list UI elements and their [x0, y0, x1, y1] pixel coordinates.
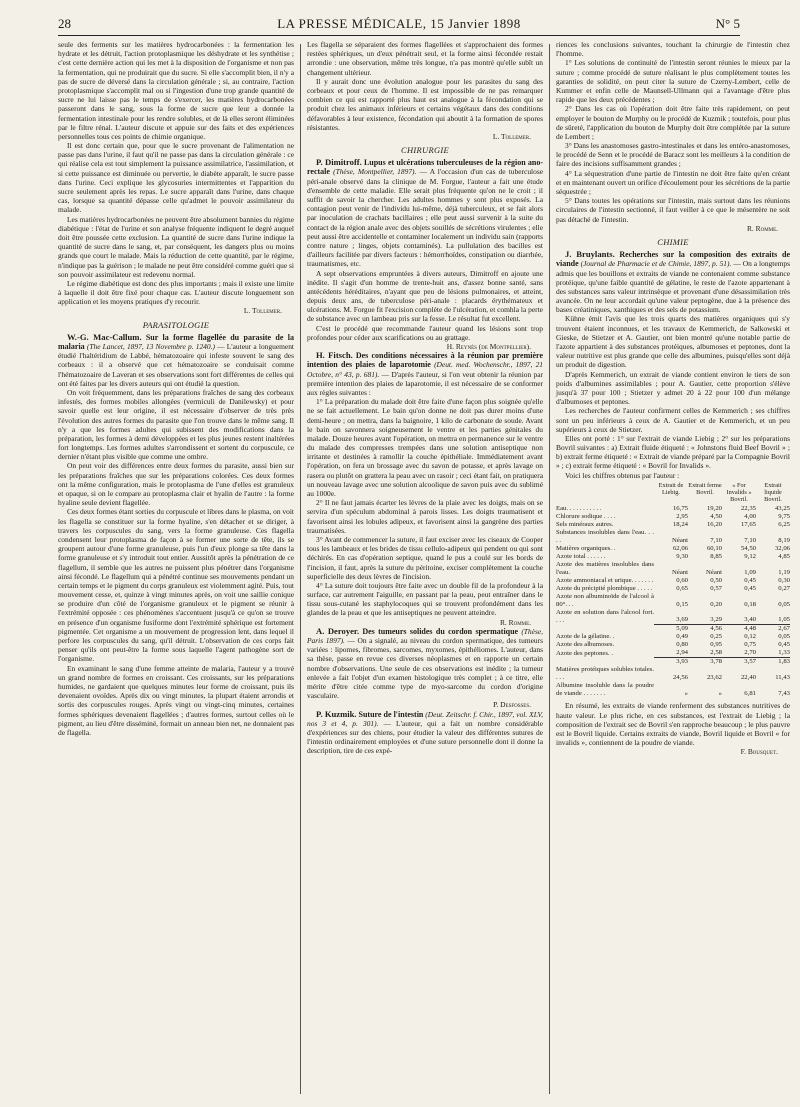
paragraph: On voit fréquemment, dans les préparations fraîches de sang des corbeaux infestés, des formes mobiles allongées (vermiculi de Danilewsky) et pour savoir quelle est leur origine, il est nécessaire d'observer de très près l'évolution des autres formes du parasite que l'on trouve dans le même sang. Il n'y a que les formes adultes qui subissent des modifications dans la préparation, les formes à demi développées et les plus jeunes restent inaltérées fort longtemps. Les formes adultes s'arrondissent et sortent du corpuscule, ce dernier n'étant plus visible que comme une ombre.	[58, 387, 294, 462]
table-cell: 0,80	[676, 641, 688, 649]
article-intro	[307, 351, 543, 397]
table-corner	[556, 482, 654, 505]
table-cell: 17,65	[740, 520, 756, 528]
subtotal-row	[556, 625, 790, 634]
table-cell: 18,24	[672, 520, 688, 528]
table-cell: 11,43	[775, 674, 790, 682]
article-title: Suture de l'intestin	[358, 709, 424, 719]
row-label: Substances insolubles dans l'eau. . . . .	[556, 528, 654, 544]
table-cell: 1,09	[744, 568, 756, 576]
table-cell: 7,10	[744, 536, 756, 544]
row-label: Eau. . . . . . . . . . .	[556, 504, 602, 512]
table-cell: 62,06	[672, 544, 688, 552]
table-cell: 3,69	[676, 616, 688, 624]
table-header-cell: « For Invalids » Bovril.	[726, 481, 752, 503]
paragraph: Voici les chiffres obtenus par l'auteur :	[565, 470, 680, 480]
row-label: Matières organiques. .	[556, 544, 616, 552]
article-author: H. Fitsch.	[316, 350, 353, 361]
paragraph: Elles ont porté : 1° sur l'extrait de viande Liebig ; 2° sur les préparations Bovril suivantes : a) Extrait fluide étiqueté : « Johnstons fluid Beef Bovril » ; b) extrait ferme étiqueté : « Extrait de viande préparé par la Compagnie Bovril » ; c) extrait ferme étiqueté : « Bovril for Invalids ».	[556, 433, 790, 471]
table-row	[556, 609, 790, 625]
paragraph: En examinant le sang d'une femme atteinte de malaria, l'auteur y a trouvé un grand nombre de formes en croissant. Ces croissants, sur les préparations humides, ne gardaient que quelques minutes leur forme de croissant, puis ils devenaient ovoïdes. Après dix ou vingt minutes, la plupart étaient arrondis et sortis des corpuscules rouges. Après vingt ou vingt-cinq minutes, certaines formes sphériques devenaient flagellées ; d'autres formes, surtout celles où le pigment, au lieu d'être disséminé, formait un anneau bien net, ne donnaient pas de flagella.	[58, 663, 294, 737]
paragraph: Les flagella se séparaient des formes flagellées et s'approchaient des formes restées sphériques, un d'eux pénétrait seul, et la forme ainsi fécondée restait arrondie : une observation, même très longue, n'a pas montré qu'elle subît un changement ultérieur.	[307, 40, 543, 77]
article-title: Sur la forme flagellée du parasite de la malaria	[58, 332, 294, 351]
paragraph: A sept observations empruntées à divers auteurs, Dimitroff en ajoute une inédite. Il s'agit d'un homme de trente-huit ans, d'assez bonne santé, sans antécédents héréditaires, n'ayant que peu de lésions pulmonaires, et atteint, depuis deux ans, de tuberculose péri-anale : placards érythémateux et ulcérations. M. Forgue fit l'excision complète de l'ulcération, et comhla la perte de substance avec un lambeau pris sur la fesse. Le résultat fut excellent.	[307, 268, 543, 324]
article-author: W.-G. Mac-Callum.	[67, 331, 142, 342]
table-cell: 1,33	[778, 649, 790, 657]
conclusion-item: 4° La séquestration d'une partie de l'intestin ne doit être faite qu'en créant et en maintenant ouvert un orifice d'écoulement pour les sécrétions de la partie séquestrée ;	[556, 168, 790, 196]
row-label: Azote en solution dans l'alcool fort. . . .	[556, 608, 654, 624]
article-reference: (Deut. Zeitschr. f. Chir., 1897, vol. XLV, nos 3 et 4, p. 301).	[307, 709, 544, 728]
table-cell: 22,40	[740, 674, 756, 682]
table-row	[556, 529, 790, 545]
table-cell: 0,60	[676, 576, 688, 584]
table-cell: 3,40	[744, 616, 756, 624]
table-row	[556, 585, 790, 593]
table-row	[556, 666, 790, 682]
paragraph: Il y aurait donc une évolution analogue pour les parasites du sang des corbeaux et pour ceux de l'homme. Il est impossible de ne pas remarquer combien ce qui est rapporté plus haut est analogue à la fécondation qui se produit chez les animaux inférieurs et certains végétaux dans des conditions défavorables à leur existence, fécondation qui aboutit à la formation de spores résistantes.	[307, 76, 543, 132]
section-heading: PARASITOLOGIE	[142, 319, 210, 330]
page-header	[58, 14, 740, 36]
table-cell: 0,15	[676, 600, 688, 608]
conclusion-item: 5° Dans toutes les opérations sur l'intestin, mais surtout dans les réunions circulaires de l'intestin sectionné, il faut veiller à ce que le mésentère ne soit pas détaché de l'intestin.	[556, 196, 790, 224]
paragraph: riences les conclusions suivantes, touchant la chirurgie de l'intestin chez l'homme.	[556, 40, 790, 59]
row-label: Matières protéiques solubles totales. . . .	[556, 666, 654, 682]
conclusion-item: 3° Dans les anastomoses gastro-intestinales et dans les entéro-anastomoses, le procédé de Senn et le procédé de Baracz sont les meilleurs à la condition de faire des incisions suffisamment grandes ;	[556, 141, 790, 169]
article-author: A. Deroyer.	[316, 625, 360, 636]
table-row	[556, 577, 790, 585]
table-cell: 0,75	[744, 641, 756, 649]
row-label: Azote des matières insolubles dans l'eau.	[556, 560, 654, 576]
rule-item: 1° La préparation du malade doit être faite d'une façon plus soignée qu'elle ne se fait actuellement. Le bain qu'on donne ne doit pas durer moins d'une demi-heure ; on mettra, dans la baignoire, 1 kilo de carbonate de soude. Avant le bain on savonnera soigneusement le ventre et les parties génitales du malade. Douze heures avant l'opération, on mettra en permanence sur le ventre du malade des compresses trempées dans une solution antiseptique non irritante et destinées à ramollir la couche épithéliale. Immédiatement avant l'opération, on fera un brossage avec du savon de potasse, et après lavage on rasera ou plutôt on grattera la peau avec un rasoir ; ceci étant fait, on pratiquera un nouveau lavage avec une solution alcoolique de savon puis avec du sublimé au 1000e.	[307, 397, 543, 498]
table-row	[556, 633, 790, 641]
table-cell: 2,95	[676, 512, 688, 520]
table-row	[556, 553, 790, 561]
table-row	[556, 593, 790, 609]
article-intro	[307, 710, 543, 756]
article-text: — L'auteur a longuement étudié l'haltéridium de Labbé, hématozoaire qui infeste souvent le sang des corbeaux : il a observé que cet hématozoaire se conduisait comme l'hématozoaire de Laveran et ses observations sont fort différentes de celles qui ont été faites par les divers auteurs qui ont étudié la question.	[58, 342, 294, 388]
table-row	[556, 545, 790, 553]
paragraph: Les matières hydrocarbonées ne peuvent être absolument bannies du régime diabétique : l'état de l'urine et son analyse fréquente indiquent le degré auquel doit être poussée cette exclusion. La quantité de sucre dans l'urine indique la quantité de sucre dans le sang, et, par conséquent, les dangers plus ou moins grands que court le malade. Mais la réduction de cette quantité, par le régime, n'indique pas la guérison ; le malade ne peut être considéré comme guéri que si son pouvoir assimilateur est redevenu normal.	[58, 214, 294, 279]
subtotal-cell: 1,83	[756, 658, 790, 667]
row-label: Azote du précipité plombique . . . . .	[556, 584, 653, 592]
table-cell: 0,50	[710, 576, 722, 584]
article-text: — A l'occasion d'un cas de tuberculose péri-anale observé dans la clinique de M. Forgue, l'auteur a fait une étude d'ensemble de cette maladie. Elle serait plus fréquente qu'on ne le croit ; il suffit de savoir la chercher. Les adultes hommes y sont plus exposés. La contagion peut venir de l'individu lui-même, déjà tuberculeux, et se fait alors par inoculation de crachats bacillaires ; elle peut aussi survenir à la suite du contact de la région anale avec des objets souillés de sécrétions virulentes ; elle peut aussi être accidentelle et contaminer localement un individu sain (rapports contre nature ; linges, objets contaminés). La pullulation des bacilles est d'ailleurs facilitée par divers facteurs : hémorrhoïdes, constipation ou diarrhée, traumatismes, etc.	[307, 167, 544, 269]
table-row	[556, 513, 790, 521]
paragraph: D'après Kemmerich, un extrait de viande contient environ le tiers de son poids d'albumines assimilables ; pour A. Gautier, cette proportion s'élève jusqu'à 37 pour 100 ; Stietzer y admet 20 à 22 pour 100 d'un mélange d'albumoses et peptones.	[556, 369, 790, 407]
table-cell: 60,10	[706, 544, 722, 552]
table-cell: 54,50	[740, 544, 756, 552]
table-cell: 1,05	[778, 616, 790, 624]
table-cell: 0,05	[778, 633, 790, 641]
table-cell: 7,43	[778, 690, 790, 698]
author-signature: R. Romme.	[499, 617, 531, 627]
row-label: Sels minéraux autres.	[556, 520, 614, 528]
table-cell: »	[718, 690, 722, 698]
table-cell: 9,12	[744, 552, 756, 560]
article-reference: (Thèse, Montpellier, 1897).	[333, 167, 417, 177]
author-signature: L. Tollemer.	[492, 131, 531, 141]
subtotal-cell: 4,56	[688, 625, 722, 634]
table-cell: 0,45	[744, 576, 756, 584]
table-header-cell: Extrait liquide Bovril.	[764, 481, 782, 503]
table-cell: 3,29	[710, 616, 722, 624]
author-signature: L. Tollemer.	[243, 306, 282, 316]
paragraph: Ces deux formes étant sorties du corpuscule et libres dans le plasma, on voit les flagella se constituer sur la forme hyaline, s'en détacher et se diriger, à travers les corpuscules du sang, vers la forme granuleuse. Ces flagella condensent leur protoplasma de façon à se former une sorte de tête, ils se groupent autour d'une forme granuleuse, puis l'un d'eux plonge sa tête dans la forme granuleuse et s'y introduit tout entier. Aussitôt après la pénétration de ce flagellum, il semble que les autres ne puissent plus pénétrer dans l'organisme ainsi fécondé. Le flagellum qui a pénétré continue ses mouvements pendant un certain temps et le pigment du corps granuleux est violemment agité. Puis, tout mouvement cesse, et, quinze à vingt minutes après, on voit une saillie conique se produire d'un côté de l'organisme granuleux et le pigment se réunir à l'extrémité opposée : ces phénomènes s'accentuent jusqu'à ce qu'on se trouve en présence d'un organisme fusiforme dont l'extrémité sphérique est fortement pigmentée. Cet organisme a un mouvement de progression lent, dans lequel il perfore les corpuscules du sang, qu'il détruit. L'observation de ces corps fait penser qu'ils ont peut-être la forme sous laquelle l'agent pathogène sort de l'organisme.	[58, 507, 294, 664]
table-cell: 0,12	[744, 633, 756, 641]
row-label: Azote ammoniacal et urique. . . . . . .	[556, 576, 654, 584]
article-title: Des tumeurs solides du cordon spermatique	[362, 626, 519, 636]
table-cell: Néant	[706, 568, 722, 576]
row-label: Azote de la gélatine. .	[556, 633, 615, 641]
article-title: Lupus et ulcérations tuberculeuses de la région ano-rectale	[307, 158, 544, 177]
row-label	[556, 625, 654, 634]
subtotal-cell: 3,93	[654, 658, 688, 667]
table-cell: 0,05	[778, 600, 790, 608]
table-cell: 0,18	[744, 600, 756, 608]
article-text: — On a signalé, au niveau du cordon spermatique, des tumeurs variées : lipomes, fibromes, sarcomes, myxomes, épithéliomes. L'auteur, dans sa thèse, passe en revue ces diverses néoplasmes et en rapporte un certain nombre d'observations. Une seule de ces observations est inédite ; la tumeur enlevée a fait l'objet d'un examen histologique très complet ; à ce titre, elle mérite d'être citée comme type de myo-sarcome du cordon d'origine vasculaire.	[307, 636, 543, 701]
table-cell: 9,75	[778, 512, 790, 520]
header-rule	[58, 35, 740, 36]
table-cell: 43,25	[774, 504, 790, 512]
table-cell: 2,94	[676, 649, 688, 657]
table-cell: 22,35	[740, 504, 756, 512]
subtotal-row	[556, 658, 790, 667]
table-cell: 0,45	[744, 584, 756, 592]
column-2	[307, 40, 543, 755]
row-label: Albumine insoluble dans la poudre de viande . . . . . . .	[556, 682, 654, 698]
table-row	[556, 641, 790, 649]
conclusion-item: 1° Les solutions de continuité de l'intestin seront réunies le mieux par la suture ; comme procédé de suture réalisant le plus complètement toutes les garanties de solidité, on peut citer la suture de Czerny-Lembert, celle de Kummer et enfin celle de Maunsell-Ullmann qui a l'avantage d'être plus rapide que les deux précédentes ;	[556, 58, 790, 105]
table-header-cell: Extrait de Liebig.	[658, 481, 684, 496]
table-row	[556, 561, 790, 577]
table-cell: 0,57	[710, 584, 722, 592]
table-body	[556, 505, 790, 699]
article-reference: (The Lancet, 1897, 13 Novembre p. 1240.)	[86, 342, 215, 351]
table-cell: 8,19	[778, 536, 790, 544]
column-1	[58, 40, 294, 737]
article-reference: (Thèse, Paris 1897).	[307, 626, 544, 645]
article-author: P. Dimitroff.	[316, 157, 362, 168]
analysis-table	[556, 482, 790, 699]
paragraph: Le régime diabétique est donc des plus importants ; mais il existe une limite à laquelle il doit être fixé pour chaque cas. L'auteur discute longuement son application et les moyens pratiques d'y recourir.	[58, 278, 294, 307]
row-label: Chlorure sodique . . . .	[556, 512, 616, 520]
article-reference: (Deut. med. Wochenschr., 1897, 21 Octobre, n° 43, p. 681).	[307, 360, 544, 379]
table-row	[556, 682, 790, 698]
page-number: 28	[58, 16, 71, 31]
table-cell: 0,25	[710, 633, 722, 641]
table-cell: 9,30	[676, 552, 688, 560]
subtotal-cell: 3,78	[688, 658, 722, 667]
row-label: Azote des albumoses.	[556, 641, 615, 649]
paragraph: Il est donc certain que, pour que le sucre provenant de l'alimentation ne passe pas dans l'urine, il faut qu'il ne passe pas dans la circulation générale : ce qui réalise cela est tout simplement la puissance assimilatrice, l'assimilation, et si cette puissance est diminuée ou pervertie, le diabète apparaît, le sucre passe dans l'urine. Ceci explique les glycosuries intermittentes et l'apparition du sucre seulement après les repas. Le sucre apparaît dans l'urine, dans chaque cas, lorsque sa quantité dépasse celle qu'admet le pouvoir assimilateur du malade.	[58, 141, 294, 215]
table-cell: 0,65	[676, 584, 688, 592]
table-cell: 0,49	[676, 633, 688, 641]
table-cell: 16,20	[706, 520, 722, 528]
paragraph: C'est le procédé que recommande l'auteur quand les lésions sont trop profondes pour céder aux scarifications ou au grattage.	[307, 323, 543, 342]
table-cell: 0,27	[778, 584, 790, 592]
table-cell: 0,95	[710, 641, 722, 649]
author-signature: P. Desfosses.	[493, 700, 531, 710]
row-label	[556, 658, 654, 667]
conclusion-item: 2° Dans les cas où l'opération doit être faite très rapidement, on peut employer le bouton de Murphy ou le procédé de Kuzmik ; toutefois, pour plus de sûreté, l'application du bouton de Murphy doit être complétée par la suture de Lembert ;	[556, 104, 790, 141]
issue-number: N° 5	[715, 16, 740, 31]
subtotal-cell: 4,48	[722, 625, 756, 634]
table-cell: 24,56	[672, 674, 688, 682]
table-header-row	[556, 482, 790, 505]
table-cell: 7,10	[710, 536, 722, 544]
author-signature: R. Romme.	[746, 223, 778, 233]
table-row	[556, 505, 790, 513]
table-cell: 0,30	[778, 576, 790, 584]
table-cell: 32,06	[774, 544, 790, 552]
table-row	[556, 649, 790, 658]
row-label: Azote des peptones. .	[556, 649, 614, 657]
article-title: Des conditions nécessaires à la réunion par première intention des plaies de laparotomie	[307, 351, 543, 370]
author-signature: F. Bousquet.	[740, 747, 778, 757]
paragraph: seule des ferments sur les matières hydrocarbonées : la fermentation les hydrate et les détruit, l'action protoplasmique les déshydrate et les synthétise ; c'est cette dernière action qui les met à la disposition de l'organisme et non pas la fermentation, qui ne produirait que du sucre. Si elle s'accomplit bien, il n'y a pas de sucre de déversé dans la circulation générale ; si, au contraire, l'action protoplasmique s'accomplit mal ou si l'ingestion d'une trop grande quantité de sucre ne lui laisse pas le temps de s'exercer, les matières hydrocarbonées passeront dans le sang, sous la forme de sucre que leur a donnée la fermentation intestinale pour les rendre solubles, et de là elles seront éliminées par le filtre rénal. L'auteur discute et appuie sur des faits et des expériences personnelles tous ces points de chimie organique.	[58, 40, 294, 141]
article-text: — D'après l'auteur, si l'on veut obtenir la réunion par première intention des plaies de laparotomie, il est nécessaire de se conformer aux règles suivantes :	[307, 369, 544, 397]
table-cell: 16,75	[672, 504, 688, 512]
table-cell: Néant	[672, 568, 688, 576]
table-cell: 19,20	[706, 504, 722, 512]
column-divider	[549, 44, 550, 1094]
article-title: Recherches sur la composition des extraits de viande	[556, 250, 790, 269]
article-text: — On a longtemps admis que les bouillons et extraits de viande ne contenaient comme substance protéique, qu'une faible quantité de gélatine, le reste de l'azote appartenant à des substances sans valeur intrinsèque et provenant d'une désassimilation très avancée. On ne leur accordait qu'une valeur peptogène, due à la présence des bases créatiniques, xanthiques et des sels de potassium.	[556, 259, 791, 315]
table-cell: 23,62	[706, 674, 722, 682]
author-signature: H. Reynès (de Montpellier).	[446, 342, 531, 351]
section-heading: CHIRURGIE	[400, 145, 450, 156]
journal-title: LA PRESSE MÉDICALE, 15 Janvier 1898	[277, 16, 521, 31]
article-intro	[58, 333, 294, 388]
table-row	[556, 521, 790, 529]
table-cell: 4,85	[778, 552, 790, 560]
table-cell: 6,25	[778, 520, 790, 528]
table-cell: 1,19	[778, 568, 790, 576]
paragraph: En résumé, les extraits de viande renferment des substances nutritives de haute valeur. Le plus riche, en ces substances, est l'extrait de Liebig ; la composition de l'extrait sec de Bovril s'en rapproche beaucoup ; le plus pauvre est le Bovril liquide. Certains extraits de viande, Bovril liquide et Bovril « for invalids », contiennent de la poudre de viande.	[556, 701, 790, 748]
table-header-cell: Extrait ferme Bovril.	[688, 481, 722, 496]
paragraph: Les recherches de l'auteur confirment celles de Kemmerich ; ses chiffres sont un peu inférieurs à ceux de A. Gautier et de Kemmerich, et un peu supérieurs à ceux de Stietzer.	[556, 406, 790, 434]
table-cell: Néant	[672, 536, 688, 544]
paragraph: Kühne émit l'avis que les trois quarts des matières organiques qui s'y trouvent étaient inconnues, et les travaux de Kemmerich, de Salkowski et Gieske, de Stietzer et A. Gautier, ont bien montré qu'une notable partie de l'azote appartient à des substances protéiques, albumoses et peptones, dont la valeur nutritive est plus grande que celle des albumines, puisqu'elles sont déjà un produit de digestion.	[556, 314, 790, 370]
row-label: Azote total . . . . . .	[556, 552, 606, 560]
subtotal-cell: 3,57	[722, 658, 756, 667]
table-cell: 2,70	[744, 649, 756, 657]
article-author: P. Kuzmik.	[316, 708, 357, 719]
paragraph: On peut voir des différences entre deux formes du parasite, aussi bien sur les préparations fraîches que sur les préparations colorées. Ces deux formes ont la même configuration, mais le protoplasma de l'une d'elles est granuleux et opaque, si on le compare au protoplasma clair et hyalin de l'autre : la forme hyaline seule devient flagellée.	[58, 461, 294, 508]
rule-item: 3° Avant de commencer la suture, il faut exciser avec les ciseaux de Cooper tous les lambeaux et les brides de tissu cellulo-adipeux qui pendent ou qui sont déchirés. En cas d'opération septique, quand le pus a coulé sur les bords de l'incision, il faut, après la suture du péritoine, exciser complètement la couche superficielle des deux lèvres de l'incision.	[307, 534, 543, 581]
table-cell: »	[684, 690, 688, 698]
table-cell: 8,85	[710, 552, 722, 560]
column-divider	[300, 44, 301, 1094]
article-intro	[307, 158, 543, 268]
row-label: Azote non albuminoïde de l'alcool à 80°. . .	[556, 592, 654, 608]
article-reference: (Journal de Pharmacie et de Chimie, 1897, p. 51).	[580, 259, 732, 269]
table-cell: 4,50	[710, 512, 722, 520]
article-intro	[556, 250, 790, 314]
subtotal-cell: 2,67	[756, 625, 790, 634]
table-cell: 0,20	[710, 600, 722, 608]
rule-item: 4° La suture doit toujours être faite avec un double fil de la profondeur à la surface, car autrement l'aiguille, en passant par la peau, peut entraîner dans le tissu sous-cutané les staphylocoques qui se trouvent profondément dans les glandes de la peau et que les antiseptiques ne peuvent atteindre.	[307, 580, 543, 618]
table-cell: 6,81	[744, 690, 756, 698]
section-heading: CHIMIE	[657, 236, 689, 247]
table-cell: 2,58	[710, 649, 722, 657]
table-cell: 0,45	[778, 641, 790, 649]
column-3	[556, 40, 790, 756]
article-text: — L'auteur, qui a fait un nombre considérable d'expériences sur des chiens, pour étudier la valeur des différentes sutures de l'intestin ordinairement employées et d'une suture personnelle dont il donne la description, tire de ces expé-	[307, 718, 543, 756]
article-author: J. Bruylants.	[565, 249, 615, 260]
table-cell: 4,00	[744, 512, 756, 520]
rule-item: 2° Il ne faut jamais écarter les lèvres de la plaie avec les doigts, mais on se servira d'un spéculum abdominal à parois lisses. Les doigts traumatisent et favorisent ainsi les lobules adipeux, et favorisent ainsi la gangrène des parties traumatisées.	[307, 498, 543, 535]
subtotal-cell: 5,09	[654, 625, 688, 634]
article-intro	[307, 627, 543, 701]
